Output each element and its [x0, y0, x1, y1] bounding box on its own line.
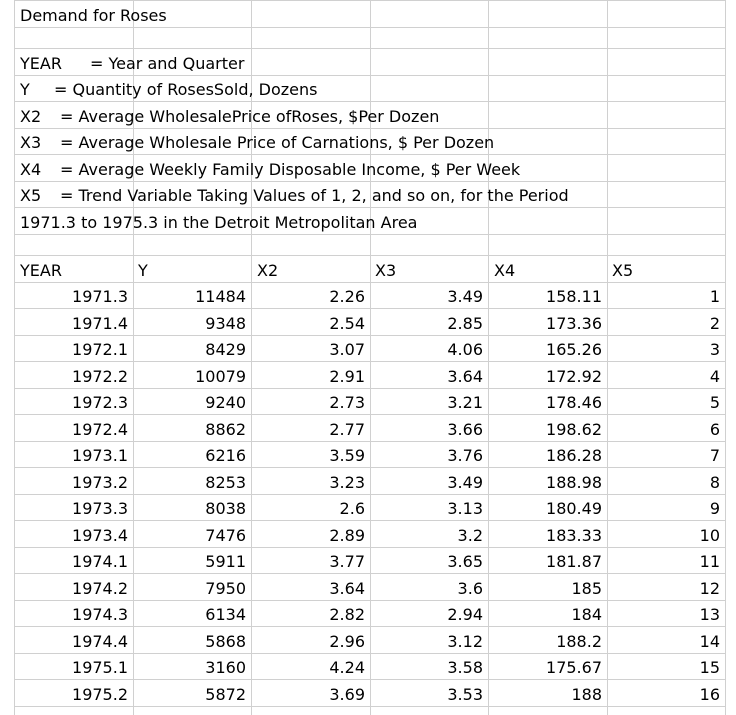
cell-year: 1972.2 — [72, 366, 128, 386]
cell-x5: 2 — [709, 313, 720, 333]
header-year: YEAR — [20, 261, 62, 280]
definition-desc-x4: = Average Weekly Family Disposable Income, $ Per Week — [60, 160, 521, 179]
cell-year: 1972.4 — [72, 419, 128, 439]
grid-hline — [14, 282, 726, 283]
grid-hline — [14, 255, 726, 256]
cell-y: 5868 — [205, 631, 246, 651]
header-y: Y — [138, 261, 148, 280]
grid-hline — [14, 441, 726, 442]
cell-x5: 8 — [709, 472, 720, 492]
cell-x5: 7 — [709, 446, 720, 465]
grid-hline — [14, 706, 726, 707]
cell-y: 5911 — [205, 552, 246, 571]
cell-year: 1971.3 — [72, 287, 128, 306]
grid-hline — [14, 308, 726, 309]
grid-hline — [14, 48, 726, 49]
grid-hline — [14, 494, 726, 495]
cell-x2: 3.69 — [329, 684, 365, 704]
cell-x4: 188 — [571, 684, 602, 704]
definition-var-year: YEAR — [20, 54, 62, 73]
grid-hline — [14, 361, 726, 362]
cell-x5: 10 — [699, 525, 720, 545]
cell-x4: 158.11 — [546, 287, 602, 306]
grid-hline — [14, 679, 726, 680]
cell-y: 8253 — [205, 472, 246, 492]
cell-x2: 2.77 — [329, 419, 365, 439]
cell-x4: 185 — [571, 578, 602, 598]
grid-hline — [14, 207, 726, 208]
cell-x5: 4 — [709, 366, 720, 386]
cell-x2: 3.59 — [329, 446, 365, 465]
grid-hline — [14, 0, 726, 1]
cell-x5: 5 — [709, 393, 720, 412]
sheet-title: Demand for Roses — [20, 6, 167, 25]
cell-x4: 165.26 — [546, 340, 602, 359]
grid-hline — [14, 335, 726, 336]
cell-x3: 3.49 — [447, 472, 483, 492]
grid-hline — [14, 234, 726, 235]
grid-hline — [14, 101, 726, 102]
header-x2: X2 — [257, 261, 279, 280]
grid-vline — [725, 0, 726, 715]
cell-x5: 13 — [699, 605, 720, 624]
header-x3: X3 — [375, 261, 397, 280]
cell-x5: 16 — [699, 684, 720, 704]
cell-year: 1971.4 — [72, 313, 128, 333]
cell-x4: 173.36 — [546, 313, 602, 333]
cell-x4: 184 — [571, 605, 602, 624]
grid-hline — [14, 520, 726, 521]
cell-year: 1973.1 — [72, 446, 128, 465]
cell-y: 8429 — [205, 340, 246, 359]
cell-x2: 2.91 — [329, 366, 365, 386]
definition-var-y: Y — [20, 80, 30, 99]
cell-x2: 2.54 — [329, 313, 365, 333]
cell-x2: 4.24 — [329, 658, 365, 677]
cell-x3: 3.12 — [447, 631, 483, 651]
cell-y: 3160 — [205, 658, 246, 677]
cell-x4: 188.98 — [546, 472, 602, 492]
definition-desc-y: = Quantity of RosesSold, Dozens — [54, 80, 318, 99]
grid-hline — [14, 653, 726, 654]
cell-y: 6216 — [205, 446, 246, 465]
cell-x5: 11 — [699, 552, 720, 571]
sheet-grid-wrap — [14, 0, 726, 715]
cell-x3: 2.85 — [447, 313, 483, 333]
cell-y: 7476 — [205, 525, 246, 545]
definition-desc-x5: = Trend Variable Taking Values of 1, 2, and so on, for the Period — [60, 186, 569, 205]
cell-year: 1975.2 — [72, 684, 128, 704]
cell-x5: 14 — [699, 631, 720, 651]
cell-x3: 3.13 — [447, 499, 483, 518]
definition-var-x5: X5 — [20, 186, 42, 205]
cell-x3: 3.65 — [447, 552, 483, 571]
cell-year: 1974.4 — [72, 631, 128, 651]
cell-x4: 172.92 — [546, 366, 602, 386]
cell-x3: 3.66 — [447, 419, 483, 439]
cell-x2: 2.82 — [329, 605, 365, 624]
cell-x4: 198.62 — [546, 419, 602, 439]
definition-desc-year: = Year and Quarter — [90, 54, 245, 73]
cell-x2: 2.89 — [329, 525, 365, 545]
cell-x2: 3.77 — [329, 552, 365, 571]
cell-x3: 3.58 — [447, 658, 483, 677]
cell-x4: 188.2 — [556, 631, 602, 651]
cell-x2: 2.73 — [329, 393, 365, 412]
grid-hline — [14, 573, 726, 574]
cell-y: 11484 — [195, 287, 246, 306]
grid-hline — [14, 626, 726, 627]
cell-x2: 2.96 — [329, 631, 365, 651]
cell-year: 1974.3 — [72, 605, 128, 624]
grid-hline — [14, 388, 726, 389]
grid-hline — [14, 154, 726, 155]
definition-var-x3: X3 — [20, 133, 42, 152]
cell-x2: 3.07 — [329, 340, 365, 359]
cell-y: 5872 — [205, 684, 246, 704]
grid-hline — [14, 75, 726, 76]
grid-hline — [14, 181, 726, 182]
cell-x3: 3.21 — [447, 393, 483, 412]
cell-y: 6134 — [205, 605, 246, 624]
cell-y: 9240 — [205, 393, 246, 412]
cell-y: 8038 — [205, 499, 246, 518]
cell-x4: 183.33 — [546, 525, 602, 545]
cell-x3: 3.49 — [447, 287, 483, 306]
header-x4: X4 — [494, 261, 516, 280]
cell-year: 1974.2 — [72, 578, 128, 598]
header-x5: X5 — [612, 261, 634, 280]
definition-desc-x2: = Average WholesalePrice ofRoses, $Per Dozen — [60, 107, 440, 126]
cell-x4: 180.49 — [546, 499, 602, 518]
cell-x3: 4.06 — [447, 340, 483, 359]
cell-x2: 3.23 — [329, 472, 365, 492]
cell-year: 1974.1 — [72, 552, 128, 571]
cell-x5: 3 — [709, 340, 720, 359]
cell-y: 7950 — [205, 578, 246, 598]
cell-x2: 2.6 — [339, 499, 365, 518]
cell-x5: 12 — [699, 578, 720, 598]
cell-x3: 3.6 — [457, 578, 483, 598]
cell-x5: 1 — [709, 287, 720, 306]
cell-x5: 9 — [709, 499, 720, 518]
cell-x5: 6 — [709, 419, 720, 439]
cell-x3: 3.53 — [447, 684, 483, 704]
cell-x4: 175.67 — [546, 658, 602, 677]
grid-hline — [14, 547, 726, 548]
cell-y: 10079 — [195, 366, 246, 386]
period-note: 1971.3 to 1975.3 in the Detroit Metropolitan Area — [20, 213, 418, 232]
cell-x4: 181.87 — [546, 552, 602, 571]
grid-hline — [14, 414, 726, 415]
cell-y: 8862 — [205, 419, 246, 439]
definition-var-x2: X2 — [20, 107, 42, 126]
cell-year: 1972.1 — [72, 340, 128, 359]
cell-x2: 3.64 — [329, 578, 365, 598]
cell-x2: 2.26 — [329, 287, 365, 306]
definition-var-x4: X4 — [20, 160, 42, 179]
cell-year: 1973.2 — [72, 472, 128, 492]
cell-x3: 2.94 — [447, 605, 483, 624]
cell-x4: 178.46 — [546, 393, 602, 412]
grid-hline — [14, 600, 726, 601]
cell-x5: 15 — [699, 658, 720, 677]
grid-hline — [14, 467, 726, 468]
grid-hline — [14, 27, 726, 28]
cell-year: 1972.3 — [72, 393, 128, 412]
cell-x3: 3.76 — [447, 446, 483, 465]
cell-x3: 3.64 — [447, 366, 483, 386]
definition-desc-x3: = Average Wholesale Price of Carnations, $ Per Dozen — [60, 133, 495, 152]
cell-year: 1975.1 — [72, 658, 128, 677]
cell-year: 1973.4 — [72, 525, 128, 545]
cell-x3: 3.2 — [457, 525, 483, 545]
grid-hline — [14, 128, 726, 129]
cell-y: 9348 — [205, 313, 246, 333]
cell-x4: 186.28 — [546, 446, 602, 465]
cell-year: 1973.3 — [72, 499, 128, 518]
